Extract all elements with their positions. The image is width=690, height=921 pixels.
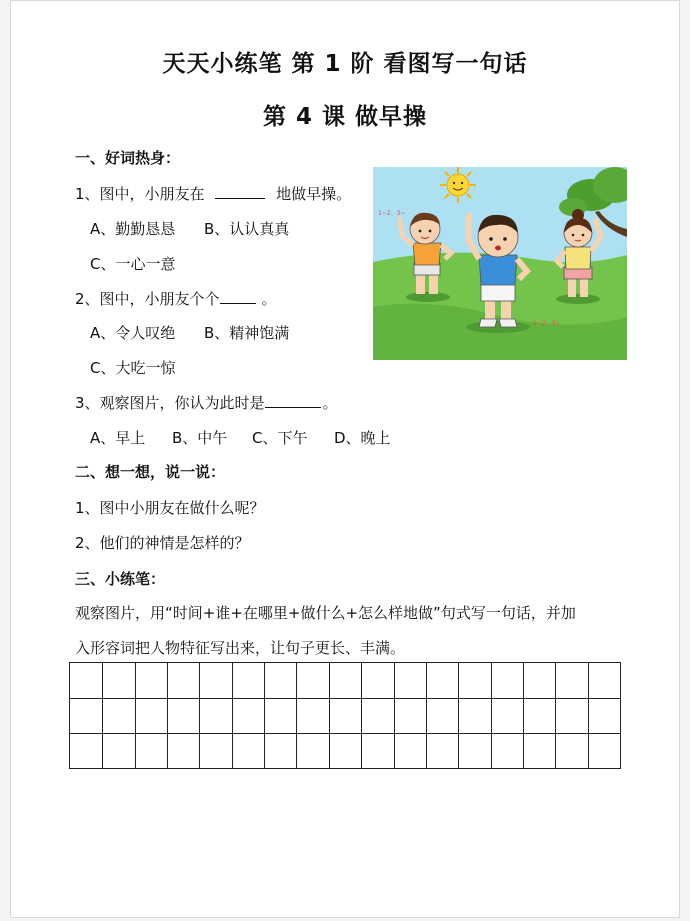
section1-heading: 一、好词热身： bbox=[75, 149, 181, 167]
section2-heading: 二、想一想，说一说： bbox=[75, 463, 226, 481]
q2-option-b: B、精神饱满 bbox=[204, 324, 290, 342]
section3-instruction-line1: 观察图片，用“时间+谁+在哪里+做什么+怎么样地做”句式写一句话，并加 bbox=[75, 604, 576, 622]
morning-exercise-illustration bbox=[373, 167, 627, 360]
section3-instruction-line2: 入形容词把人物特征写出来，让句子更长、丰满。 bbox=[75, 639, 406, 657]
question-1-suffix: 地做早操。 bbox=[276, 185, 352, 203]
question-2-prefix: 2、图中，小朋友个个 bbox=[75, 290, 220, 308]
worksheet-page bbox=[10, 0, 680, 918]
question-2 bbox=[75, 288, 277, 309]
answer-blank-3[interactable] bbox=[265, 395, 321, 408]
section2-question-2: 2、他们的神情是怎样的？ bbox=[75, 534, 250, 552]
q2-option-a: A、令人叹绝 bbox=[90, 324, 176, 342]
answer-blank-1[interactable] bbox=[215, 186, 265, 199]
sun bbox=[440, 167, 476, 203]
writing-grid-cells bbox=[70, 663, 620, 768]
question-1 bbox=[75, 183, 351, 204]
question-1-prefix: 1、图中，小朋友在 bbox=[75, 185, 205, 203]
worksheet-title: 天天小练笔 第 1 阶 看图写一句话 bbox=[162, 51, 528, 77]
q1-option-c: C、一心一意 bbox=[90, 255, 176, 273]
question-3-suffix: 。 bbox=[322, 394, 338, 412]
section2-question-1: 1、图中小朋友在做什么呢？ bbox=[75, 499, 265, 517]
writing-grid[interactable] bbox=[69, 662, 621, 769]
scribble-1: 1~2、3~ bbox=[378, 210, 406, 217]
q3-option-a: A、早上 bbox=[90, 429, 146, 447]
question-2-suffix: 。 bbox=[261, 290, 277, 308]
section3-heading: 三、小练笔： bbox=[75, 570, 166, 588]
q3-option-d: D、晚上 bbox=[334, 429, 391, 447]
q3-option-c: C、下午 bbox=[252, 429, 308, 447]
q3-option-b: B、中午 bbox=[172, 429, 228, 447]
question-3 bbox=[75, 392, 338, 413]
q2-option-c: C、大吃一惊 bbox=[90, 359, 176, 377]
scribble-3: 1~2、3~ bbox=[533, 320, 561, 327]
lesson-title: 第 4 课 做早操 bbox=[262, 104, 428, 130]
q1-option-a: A、勤勤恳恳 bbox=[90, 220, 176, 238]
question-3-prefix: 3、观察图片，你认为此时是 bbox=[75, 394, 265, 412]
q1-option-b: B、认认真真 bbox=[204, 220, 290, 238]
answer-blank-2[interactable] bbox=[220, 291, 256, 304]
